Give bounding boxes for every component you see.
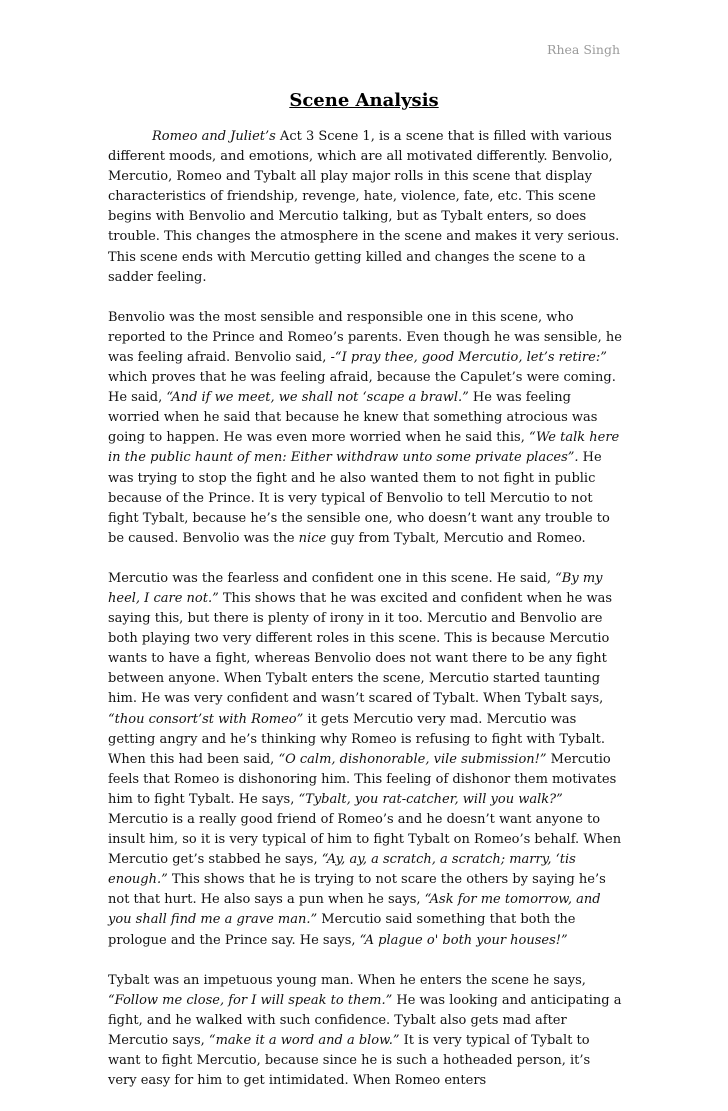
body-text: Benvolio was the most sensible and responsible one in this scene, who reported to the Prince and Romeo’s parents. Even though he was sensible, he was feeling afraid. Benvolio said, - xyxy=(108,309,622,365)
quote-text: “thou consort’st with Romeo” xyxy=(108,711,304,727)
quote-text: “I pray thee, good Mercutio, let’s retire:” xyxy=(334,349,607,365)
quote-text: “And if we meet, we shall not ‘scape a brawl.” xyxy=(166,390,469,406)
paragraph-intro xyxy=(108,127,622,288)
body-text: Mercutio is a really good friend of Romeo’s and he doesn’t want anyone to insult him, so it is very typical of him to fight Tybalt on Romeo’s behalf. When Mercutio get’s stabbed he says, xyxy=(108,812,622,868)
quote-text: “O calm, dishonorable, vile submission!” xyxy=(278,751,547,767)
body-text: which proves that he was feeling afraid, because the Capulet’s were coming. He said, xyxy=(108,370,616,406)
paragraph-tybalt xyxy=(108,971,622,1092)
body-text: guy from Tybalt, Mercutio and Romeo. xyxy=(326,530,586,546)
quote-text: Romeo and Juliet’s xyxy=(152,129,276,144)
author-name: Rhea Singh xyxy=(547,42,620,57)
document-body xyxy=(108,127,622,1111)
quote-text: “Ay, ay, a scratch, a scratch; marry, ‘tis enough.” xyxy=(108,852,576,888)
paragraph-benvolio xyxy=(108,308,622,549)
quote-text: “Follow me close, for I will speak to them.” xyxy=(108,992,393,1008)
body-text: it gets Mercutio very mad. Mercutio was getting angry and he’s thinking why Romeo is refusing to fight with Tybalt. When this had been said, xyxy=(108,711,605,767)
quote-text: “We talk here in the public haunt of men: Either withdraw unto some private places”. xyxy=(108,430,620,466)
body-text: This shows that he is trying to not scare the others by saying he’s not that hurt. He also says a pun when he says, xyxy=(108,872,606,908)
paragraph-mercutio xyxy=(108,569,622,951)
body-text: This shows that he was excited and confident when he was saying this, but there is plenty of irony in it too. Mercutio and Benvolio are both playing two very different roles in this scene. This is because Mercutio wants to have a fight, whereas Benvolio does not want there to be any fight between anyone. When Tybalt enters the scene, Mercutio started taunting him. He was very confident and wasn’t scared of Tybalt. When Tybalt says, xyxy=(108,590,613,707)
quote-text: “make it a word and a blow.” xyxy=(208,1032,400,1048)
quote-text: “Ask for me tomorrow, and you shall find me a grave man.” xyxy=(108,892,601,928)
body-text: Mercutio was the fearless and confident one in this scene. He said, xyxy=(108,570,556,586)
body-text: Tybalt was an impetuous young man. When he enters the scene he says, xyxy=(108,972,586,988)
body-text: Mercutio feels that Romeo is dishonoring him. This feeling of dishonor them motivates him to fight Tybalt. He says, xyxy=(108,751,617,807)
body-text: He was trying to stop the fight and he also wanted them to not fight in public because of the Prince. It is very typical of Benvolio to tell Mercutio to not fight Tybalt, because he’s the sensible one, who doesn’t want any trouble to be caused. Benvolio was the xyxy=(108,450,610,546)
quote-text: “By my heel, I care not.” xyxy=(108,570,603,606)
body-text: Act 3 Scene 1, is a scene that is filled with various different moods, and emotions, which are all motivated differently. Benvolio, Mercutio, Romeo and Tybalt all play major rolls in this scene that display characteristics of friendship, revenge, hate, violence, fate, etc. This scene begins with Benvolio and Mercutio talking, but as Tybalt enters, so does trouble. This changes the atmosphere in the scene and makes it very serious. This scene ends with Mercutio getting killed and changes the scene to a sadder feeling. xyxy=(108,129,620,285)
body-text: It is very typical of Tybalt to want to fight Mercutio, because since he is such a hotheaded person, it’s very easy for him to get intimidated. When Romeo enters xyxy=(108,1032,591,1089)
quote-text: nice xyxy=(298,530,327,546)
quote-text: “A plague o' both your houses!” xyxy=(359,932,568,948)
body-text: Mercutio said something that both the prologue and the Prince say. He says, xyxy=(108,912,576,948)
body-text: He was looking and anticipating a fight, and he walked with such confidence. Tybalt also gets mad after Mercutio says, xyxy=(108,992,622,1048)
quote-text: “Tybalt, you rat-catcher, will you walk?” xyxy=(298,791,563,807)
body-text: He was feeling worried when he said that because he knew that something atrocious was going to happen. He was even more worried when he said this, xyxy=(108,390,598,446)
page-title: Scene Analysis xyxy=(289,90,439,111)
